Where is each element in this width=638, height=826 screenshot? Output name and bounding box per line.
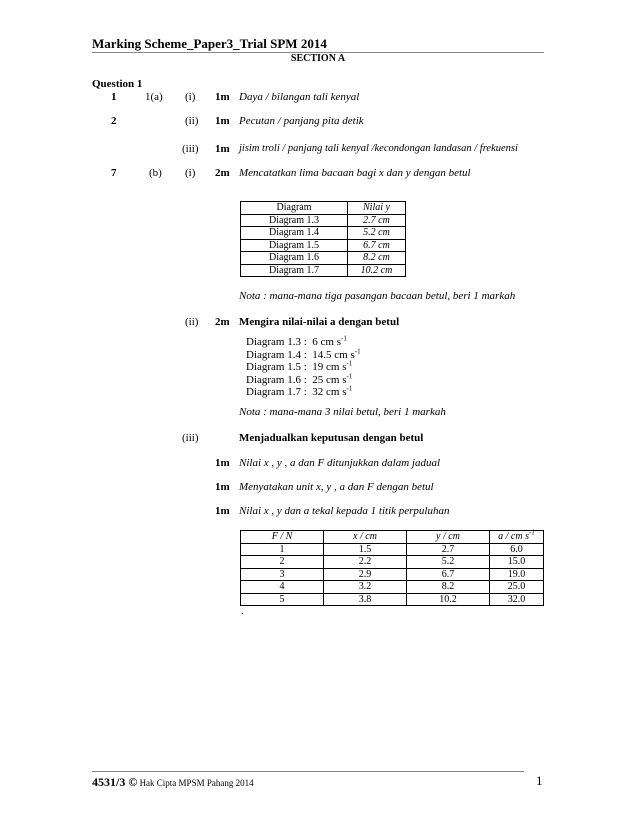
table1-header-row xyxy=(241,202,406,215)
part-ii-heading: Mengira nilai-nilai a dengan betul xyxy=(239,316,400,328)
table1-cell: 10.2 cm xyxy=(348,264,406,277)
table2-cell: 3 xyxy=(241,568,324,581)
table-row xyxy=(241,227,406,240)
row1-number: 1 xyxy=(111,91,117,103)
table1-cell: 6.7 cm xyxy=(348,239,406,252)
list-item: Diagram 1.3 : 6 cm $s^{-1}$ xyxy=(246,334,347,348)
list-item: Diagram 1.4 : 14.5 cm $s^{-1}$ xyxy=(246,346,361,361)
row1-sub: (i) xyxy=(185,91,196,103)
table2-cell: 5.2 xyxy=(407,556,490,569)
table2-header-row xyxy=(241,531,544,544)
table-row xyxy=(241,214,406,227)
trailing-dot: . xyxy=(241,605,244,617)
criterion3-mark: 1m xyxy=(215,505,230,517)
table-row xyxy=(241,593,544,606)
table2-cell: 10.2 xyxy=(407,593,490,606)
table1-cell: Diagram 1.7 xyxy=(241,264,348,277)
table2-cell: 2 xyxy=(241,556,324,569)
table1-cell: Diagram 1.6 xyxy=(241,252,348,265)
table1-cell: 2.7 cm xyxy=(348,214,406,227)
row4-part: (b) xyxy=(149,167,162,179)
row2-number: 2 xyxy=(111,115,117,127)
criterion1-text: Nilai x , y , a dan F ditunjukkan dalam jadual xyxy=(239,457,441,469)
footer-code: 4531/3 © xyxy=(92,775,138,789)
criterion2-text: Menyatakan unit x, y , a dan F dengan betul xyxy=(239,481,434,493)
table2-header-f: F / N xyxy=(241,531,324,544)
row2-mark: 1m xyxy=(215,115,230,127)
footer-rule xyxy=(92,771,524,772)
table2-cell: 2.7 xyxy=(407,543,490,556)
row1-answer: Daya / bilangan tali kenyal xyxy=(239,91,360,103)
table1-header-diagram: Diagram xyxy=(241,202,348,215)
table2-cell: 2.9 xyxy=(324,568,407,581)
table1-cell: Diagram 1.4 xyxy=(241,227,348,240)
table2-cell: 5 xyxy=(241,593,324,606)
row3-answer: jisim troli / panjang tali kenyal /kecondongan landasan / frekuensi xyxy=(239,143,518,154)
part-ii-mark: 2m xyxy=(215,316,230,328)
table2-cell: 2.2 xyxy=(324,556,407,569)
list-item: Diagram 1.5 : 19 cm $s^{-1}$ xyxy=(246,359,353,373)
table2-cell: 3.2 xyxy=(324,581,407,594)
row3-mark: 1m xyxy=(215,143,230,155)
row1-part: 1(a) xyxy=(145,91,163,103)
note-readings: Nota : mana-mana tiga pasangan bacaan betul, beri 1 markah xyxy=(239,290,516,302)
row2-sub: (ii) xyxy=(185,115,199,127)
page-number: 1 xyxy=(536,773,543,788)
table-row xyxy=(241,239,406,252)
row4-number: 7 xyxy=(111,167,117,179)
part-iii-heading: Menjadualkan keputusan dengan betul xyxy=(239,432,424,444)
table2-cell: 4 xyxy=(241,581,324,594)
document-header-title: Marking Scheme_Paper3_Trial SPM 2014 xyxy=(92,36,327,51)
table2-header-y: y / cm xyxy=(407,531,490,544)
table2-cell: 1 xyxy=(241,543,324,556)
row4-sub: (i) xyxy=(185,167,196,179)
table2-cell: 8.2 xyxy=(407,581,490,594)
table1-header-nilai-y: Nilai y xyxy=(348,202,406,215)
results-table xyxy=(240,530,544,606)
criterion3-text: Nilai x , y dan a tekal kepada 1 titik perpuluhan xyxy=(239,505,450,517)
list-item: Diagram 1.7 : 32 cm $s^{-1}$ xyxy=(246,384,353,398)
table2-cell: 1.5 xyxy=(324,543,407,556)
diagram-values-table xyxy=(240,201,406,277)
table-row xyxy=(241,252,406,265)
table2-header-a: a / cm $s^{-1}$ xyxy=(490,531,544,544)
row4-mark: 2m xyxy=(215,167,230,179)
table-row xyxy=(241,556,544,569)
note-acceleration: Nota : mana-mana 3 nilai betul, beri 1 markah xyxy=(239,406,446,418)
table2-cell: 6.7 xyxy=(407,568,490,581)
table1-cell: 5.2 cm xyxy=(348,227,406,240)
table2-header-x: x / cm xyxy=(324,531,407,544)
acceleration-list xyxy=(246,336,361,399)
table-row xyxy=(241,581,544,594)
part-iii-sub: (iii) xyxy=(182,432,199,444)
table1-cell: 8.2 cm xyxy=(348,252,406,265)
row4-answer: Mencatatkan lima bacaan bagi x dan y dengan betul xyxy=(239,167,471,179)
table2-cell: 32.0 xyxy=(490,593,544,606)
table2-cell: 19.0 xyxy=(490,568,544,581)
row1-mark: 1m xyxy=(215,91,230,103)
criterion2-mark: 1m xyxy=(215,481,230,493)
criterion1-mark: 1m xyxy=(215,457,230,469)
part-ii-sub: (ii) xyxy=(185,316,199,328)
row3-sub: (iii) xyxy=(182,143,199,155)
table-row xyxy=(241,543,544,556)
table2-cell: 15.0 xyxy=(490,556,544,569)
question-label: Question 1 xyxy=(92,78,143,90)
table1-cell: Diagram 1.3 xyxy=(241,214,348,227)
section-title: SECTION A xyxy=(290,53,346,64)
table-row xyxy=(241,264,406,277)
table2-cell: 3.8 xyxy=(324,593,407,606)
table2-cell: 25.0 xyxy=(490,581,544,594)
table1-cell: Diagram 1.5 xyxy=(241,239,348,252)
list-item: Diagram 1.6 : 25 cm $s^{-1}$ xyxy=(246,371,353,386)
footer-copyright: 4531/3 © Hak Cipta MPSM Pahang 2014 xyxy=(92,775,254,789)
row2-answer: Pecutan / panjang pita detik xyxy=(239,115,364,127)
table-row xyxy=(241,568,544,581)
table2-cell: 6.0 xyxy=(490,543,544,556)
